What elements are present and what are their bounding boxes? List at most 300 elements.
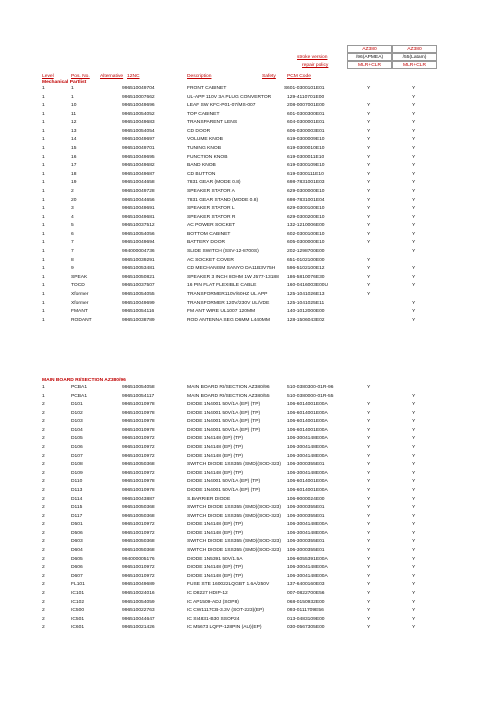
cell-description: SPEAKER 3 INCH 8OHM 1W J577-13188	[187, 274, 279, 280]
table-row	[0, 258, 497, 264]
cell-part-no: 996510038789	[122, 317, 155, 323]
cell-level: 2	[42, 608, 45, 614]
cell-level: 1	[42, 266, 45, 272]
cell-description: SPEAKER STATOR A	[187, 188, 235, 194]
cell-pcm-code: 604-0300001E01	[287, 120, 325, 126]
cell-level: 2	[42, 402, 45, 408]
cell-model-2: Y	[412, 249, 416, 255]
cell-description: DIODE 1N4148 (EP) (TP)	[187, 530, 243, 536]
table-row	[0, 137, 497, 143]
cell-model-1: Y	[367, 608, 371, 614]
cell-pcm-code: 106-3000355E01	[287, 539, 325, 545]
cell-pcm-code: 140-1012000E00	[287, 309, 325, 315]
cell-model-1: Y	[367, 188, 371, 194]
cell-part-no: 994000004736	[122, 249, 155, 255]
cell-model-1: Y	[367, 522, 371, 528]
cell-pcm-code: 651-0102100E00	[287, 257, 325, 263]
cell-description: DIODE 1N5391 50V/1.5A	[187, 556, 243, 562]
cell-model-1: Y	[367, 240, 371, 246]
cell-model-2: Y	[412, 128, 416, 134]
cell-pos-no: 5	[71, 223, 74, 229]
cell-part-no: 996510010972	[122, 573, 155, 579]
cell-model-1: Y	[367, 266, 371, 272]
cell-pos-no: 11	[71, 111, 77, 117]
cell-level: 2	[42, 410, 45, 416]
cell-description: BATTERY DOOR	[187, 240, 226, 246]
cell-level: 2	[42, 470, 45, 476]
cell-pcm-code: 106-3004148E00A	[287, 470, 328, 476]
cell-pcm-code: 629-0300200E10	[287, 214, 325, 220]
cell-pos-no: 6	[71, 231, 74, 237]
cell-level: 2	[42, 582, 45, 588]
cell-part-no: 996510049682	[122, 163, 155, 169]
cell-level: 1	[42, 214, 45, 220]
cell-model-1: Y	[367, 180, 371, 186]
cell-pos-no: D117	[71, 513, 83, 519]
cell-level: 2	[42, 462, 45, 468]
stroke-1-cell: /96(APMEA)	[347, 53, 392, 61]
table-row	[0, 505, 497, 511]
cell-pos-no: D105	[71, 436, 83, 442]
cell-part-no: 996510037512	[122, 223, 155, 229]
cell-model-1: Y	[367, 419, 371, 425]
cell-pos-no: D104	[71, 427, 83, 433]
cell-description: FUNCTION KNOB	[187, 154, 228, 160]
cell-description: FRONT CABINET	[187, 86, 227, 91]
cell-model-2: Y	[412, 309, 416, 315]
cell-part-no: 996510054116	[122, 309, 155, 315]
cell-model-1: Y	[367, 214, 371, 220]
cell-pcm-code: 106-6014001E00A	[287, 402, 328, 408]
cell-model-1: Y	[367, 402, 371, 408]
cell-pcm-code: 629-0300100E10	[287, 206, 325, 212]
cell-pos-no: 9	[71, 266, 74, 272]
cell-level: 1	[42, 291, 45, 297]
cell-pos-no: D107	[71, 453, 83, 459]
cell-pos-no: IC102	[71, 599, 85, 605]
cell-description: IC AP1509-ADJ (SOP8)	[187, 599, 239, 605]
cell-description: BOTTOM CABINET	[187, 231, 231, 237]
cell-description: DIODE 1N4001 50V/1A (EP) (TP)	[187, 479, 261, 485]
cell-part-no: 996510007662	[122, 94, 155, 100]
cell-pos-no: 18	[71, 171, 77, 177]
cell-description: UL-APP 110V 3A PLUG CONVERTOR	[187, 94, 272, 100]
cell-model-2: Y	[412, 163, 416, 169]
cell-pcm-code: 619-0300009E10	[287, 137, 325, 143]
cell-pcm-code: 106-9000024E00	[287, 496, 325, 502]
cell-part-no: 996510050821	[122, 274, 155, 280]
table-row	[0, 462, 497, 468]
cell-model-1: Y	[367, 462, 371, 468]
cell-level: 2	[42, 599, 45, 605]
cell-description: VOLUME KNOB	[187, 137, 223, 143]
repair-policy-label: repair policy	[302, 63, 329, 68]
cell-model-1: Y	[367, 496, 371, 502]
cell-pos-no: FL101	[71, 582, 85, 588]
cell-model-2: Y	[412, 393, 416, 399]
col-header-level: Level	[42, 74, 54, 79]
table-row	[0, 198, 497, 204]
cell-description: CD DOOR	[187, 128, 211, 134]
table-row	[0, 394, 497, 400]
cell-model-2: Y	[412, 599, 416, 605]
table-row	[0, 617, 497, 623]
cell-pcm-code: 106-3000355E01	[287, 513, 325, 519]
cell-pcm-code: 106-3004148E00A	[287, 530, 328, 536]
cell-model-2: Y	[412, 436, 416, 442]
cell-model-1: Y	[367, 436, 371, 442]
cell-description: IC CW1117CB-3.3V (SOT-223)(EP)	[187, 608, 265, 614]
cell-description: DIODE 1N4148 (EP) (TP)	[187, 436, 243, 442]
cell-part-no: 996510049691	[122, 206, 155, 212]
cell-model-2: Y	[412, 487, 416, 493]
cell-pos-no: D102	[71, 410, 83, 416]
cell-model-1: Y	[367, 539, 371, 545]
cell-level: 2	[42, 548, 45, 554]
cell-model-1: Y	[367, 599, 371, 605]
cell-model-2: Y	[412, 556, 416, 562]
cell-model-2: Y	[412, 103, 416, 109]
cell-level: 1	[42, 206, 45, 212]
cell-description: SPEAKER STATOR L	[187, 206, 235, 212]
cell-pcm-code: 125-1041025E11	[287, 300, 325, 306]
table-row	[0, 548, 497, 554]
cell-level: 1	[42, 163, 45, 169]
cell-model-2: Y	[412, 496, 416, 502]
cell-level: 1	[42, 257, 45, 263]
cell-part-no: 996510050368	[122, 548, 155, 554]
cell-part-no: 996510010972	[122, 470, 155, 476]
cell-pos-no: 8	[71, 257, 74, 263]
cell-pos-no: 19	[71, 180, 77, 186]
col-header-pos-no: Pos. No.	[71, 74, 90, 79]
cell-part-no: 996510049728	[122, 188, 155, 194]
cell-model-2: Y	[412, 146, 416, 152]
cell-model-2: Y	[412, 616, 416, 622]
cell-pos-no: Xformer	[71, 300, 89, 306]
cell-level: 1	[42, 94, 45, 100]
cell-pos-no: D506	[71, 530, 83, 536]
cell-model-1: Y	[367, 206, 371, 212]
cell-level: 1	[42, 283, 45, 289]
cell-pos-no: 1	[71, 94, 74, 100]
cell-part-no: 996510050368	[122, 462, 155, 468]
cell-model-2: Y	[412, 94, 416, 100]
cell-part-no: 996510010978	[122, 419, 155, 425]
table-row	[0, 514, 497, 520]
cell-pcm-code: 106-6014001E00A	[287, 419, 328, 425]
cell-pcm-code: 125-1041026E13	[287, 291, 325, 297]
cell-level: 1	[42, 86, 45, 91]
cell-level: 2	[42, 573, 45, 579]
cell-model-2: Y	[412, 419, 416, 425]
cell-pcm-code: 510-0380000-01R-55	[287, 393, 334, 399]
cell-description: SWITCH DIODE 1SS355 (SMD)(SOD-323)	[187, 513, 282, 519]
cell-description: DIODE 1N4148 (EP) (TP)	[187, 470, 243, 476]
cell-level: 2	[42, 427, 45, 433]
cell-pos-no: 10	[71, 103, 77, 109]
cell-model-1: Y	[367, 513, 371, 519]
table-row	[0, 172, 497, 178]
section-title: Mechanical Partlist	[42, 80, 87, 85]
table-row	[0, 479, 497, 485]
cell-model-2: Y	[412, 171, 416, 177]
cell-level: 1	[42, 317, 45, 323]
cell-pos-no: D110	[71, 479, 83, 485]
cell-part-no: 996510049696	[122, 103, 155, 109]
cell-level: 2	[42, 522, 45, 528]
cell-model-2: Y	[412, 479, 416, 485]
table-row	[0, 275, 497, 281]
cell-model-2: Y	[412, 513, 416, 519]
cell-description: TRANSFORMER110V/60HZ UL APP	[187, 291, 268, 297]
cell-pos-no: D607	[71, 573, 83, 579]
cell-part-no: 996510049683	[122, 120, 155, 126]
cell-part-no: 996510010978	[122, 487, 155, 493]
cell-model-2: Y	[412, 111, 416, 117]
cell-model-1: Y	[367, 197, 371, 203]
cell-description: IC M5673 LQFP-128PIN (AU)(EP)	[187, 625, 262, 631]
cell-part-no: 996510053481	[122, 266, 155, 272]
cell-pcm-code: 106-3000355E01	[287, 505, 325, 511]
cell-model-2: Y	[412, 539, 416, 545]
cell-level: 1	[42, 120, 45, 126]
table-row	[0, 582, 497, 588]
cell-model-1: Y	[367, 137, 371, 143]
cell-part-no: 996510010978	[122, 402, 155, 408]
cell-model-2: Y	[412, 470, 416, 476]
cell-level: 2	[42, 616, 45, 622]
cell-pcm-code: 106-3000355E01	[287, 462, 325, 468]
cell-pcm-code: 619-0300011E10	[287, 154, 325, 160]
cell-part-no: 996510054059	[122, 599, 155, 605]
cell-description: 7831 GEAR STAND (MODE 0.8)	[187, 197, 259, 203]
cell-pcm-code: 619-0300109E10	[287, 163, 325, 169]
cell-level: 1	[42, 180, 45, 186]
stroke-2-cell: /55(Latam)	[392, 53, 437, 61]
cell-model-1: Y	[367, 223, 371, 229]
cell-pos-no: D109	[71, 470, 83, 476]
cell-pos-no: D604	[71, 548, 83, 554]
table-row	[0, 471, 497, 477]
cell-level: 1	[42, 188, 45, 194]
cell-part-no: 996510049704	[122, 86, 155, 91]
table-row	[0, 95, 497, 101]
cell-level: 2	[42, 487, 45, 493]
cell-level: 1	[42, 309, 45, 315]
cell-pcm-code: 030-0567305E00	[287, 625, 325, 631]
cell-model-1: Y	[367, 530, 371, 536]
cell-part-no: 996510010978	[122, 479, 155, 485]
cell-level: 2	[42, 419, 45, 425]
cell-model-1: Y	[367, 453, 371, 459]
cell-model-1: Y	[367, 616, 371, 622]
cell-level: 2	[42, 436, 45, 442]
cell-model-2: Y	[412, 120, 416, 126]
cell-model-2: Y	[412, 522, 416, 528]
table-row	[0, 497, 497, 503]
cell-pos-no: D114	[71, 496, 83, 502]
cell-description: FM ANT WIRE UL1007 120MM	[187, 309, 256, 315]
table-row	[0, 163, 497, 169]
cell-part-no: 996510050368	[122, 505, 155, 511]
cell-model-2: Y	[412, 266, 416, 272]
cell-description: DIODE 1N4148 (EP) (TP)	[187, 445, 243, 451]
cell-model-1: Y	[367, 548, 371, 554]
cell-pos-no: D101	[71, 402, 83, 408]
cell-model-1: Y	[367, 291, 371, 297]
col-header-safety: Safety	[262, 74, 276, 79]
cell-model-2: Y	[412, 590, 416, 596]
cell-model-1: Y	[367, 146, 371, 152]
cell-pcm-code: 137-6400160E03	[287, 582, 325, 588]
cell-pos-no: 17	[71, 163, 77, 169]
cell-pos-no: D606	[71, 565, 83, 571]
col-header-alternative: Alternative	[100, 74, 124, 79]
cell-pcm-code: 007-0822700E56	[287, 590, 325, 596]
cell-model-2: Y	[412, 214, 416, 220]
cell-part-no: 996510049697	[122, 137, 155, 143]
table-row	[0, 146, 497, 152]
cell-model-1: Y	[367, 86, 371, 91]
cell-part-no: 996510054056	[122, 231, 155, 237]
cell-part-no: 996510049689	[122, 582, 155, 588]
cell-description: SWITCH DIODE 1SS355 (SMD)(SOD-323)	[187, 505, 282, 511]
cell-level: 2	[42, 479, 45, 485]
cell-level: 1	[42, 393, 45, 399]
cell-model-1: Y	[367, 427, 371, 433]
cell-description: AC SOCKET COVER	[187, 257, 234, 263]
cell-pos-no: 3	[71, 206, 74, 212]
cell-level: 1	[42, 249, 45, 255]
table-row	[0, 215, 497, 221]
cell-level: 1	[42, 240, 45, 246]
cell-pos-no: SPEAK	[71, 274, 88, 280]
cell-pcm-code: 106-6055391E00A	[287, 556, 328, 562]
cell-level: 1	[42, 137, 45, 143]
cell-model-2: Y	[412, 530, 416, 536]
cell-description: DIODE 1N4001 50V/1A (EP) (TP)	[187, 419, 261, 425]
cell-description: 16 PIN FLAT FLEXIBLE CABLE	[187, 283, 257, 289]
cell-pcm-code: 202-1298700E00	[287, 249, 325, 255]
table-row	[0, 445, 497, 451]
cell-description: DIODE 1N4148 (EP) (TP)	[187, 565, 243, 571]
cell-part-no: 996510054052	[122, 111, 155, 117]
cell-pos-no: IC501	[71, 616, 85, 622]
cell-model-2: Y	[412, 317, 416, 323]
cell-description: TOP CABINET	[187, 111, 220, 117]
cell-part-no: 996510022763	[122, 608, 155, 614]
cell-model-1: Y	[367, 565, 371, 571]
cell-pcm-code: 698-7831001E04	[287, 197, 325, 203]
cell-pos-no: 7	[71, 249, 74, 255]
cell-pcm-code: 106-6014001E00A	[287, 487, 328, 493]
cell-part-no: 996510054054	[122, 128, 155, 134]
cell-model-2: Y	[412, 137, 416, 143]
table-row	[0, 155, 497, 161]
cell-model-2: Y	[412, 505, 416, 511]
cell-model-1: Y	[367, 163, 371, 169]
cell-level: 2	[42, 445, 45, 451]
cell-model-1: Y	[367, 573, 371, 579]
cell-model-1: Y	[367, 625, 371, 631]
cell-model-2: Y	[412, 402, 416, 408]
table-row	[0, 266, 497, 272]
cell-pcm-code: 106-3004148E00A	[287, 522, 328, 528]
cell-model-1: Y	[367, 505, 371, 511]
cell-model-1: Y	[367, 274, 371, 280]
cell-model-1: Y	[367, 171, 371, 177]
cell-model-2: Y	[412, 625, 416, 631]
table-row	[0, 419, 497, 425]
cell-part-no: 996510050368	[122, 539, 155, 545]
cell-pcm-code: 106-3004148E00A	[287, 565, 328, 571]
cell-model-1: Y	[367, 128, 371, 134]
cell-level: 1	[42, 154, 45, 160]
cell-pos-no: IC601	[71, 625, 85, 631]
cell-level: 2	[42, 496, 45, 502]
cell-pos-no: 2	[71, 188, 74, 194]
model-1-cell: AZ380	[347, 45, 392, 53]
cell-pos-no: D103	[71, 419, 83, 425]
stroke-version-label: stroke version	[297, 55, 328, 60]
cell-pos-no: IC500	[71, 608, 85, 614]
cell-description: CD MECHANISM SANYO DA11B3V75H	[187, 266, 276, 272]
cell-part-no: 996510049701	[122, 146, 155, 152]
col-header-description: Description	[187, 74, 212, 79]
cell-pcm-code: 068-0150932E00	[287, 599, 325, 605]
cell-pcm-code: 619-0300010E10	[287, 146, 325, 152]
cell-pos-no: PCBA1	[71, 393, 88, 399]
table-row	[0, 411, 497, 417]
cell-description: SLIDE SWITCH (SSV-12-8700S)	[187, 249, 259, 255]
cell-pos-no: FMANT	[71, 309, 88, 315]
cell-level: 2	[42, 453, 45, 459]
cell-part-no: 996510010972	[122, 565, 155, 571]
cell-pos-no: TOCD	[71, 283, 85, 289]
cell-model-2: Y	[412, 231, 416, 237]
cell-part-no: 996510010972	[122, 436, 155, 442]
cell-level: 2	[42, 590, 45, 596]
col-header-pcm-code: PCM Code	[287, 74, 311, 79]
cell-description: 7831 GEAR (MODE 0.8)	[187, 180, 241, 186]
cell-pos-no: 13	[71, 128, 77, 134]
cell-pcm-code: 093-0111709E56	[287, 608, 324, 614]
cell-pos-no: RODANT	[71, 317, 92, 323]
cell-description: CD BUTTON	[187, 171, 216, 177]
cell-part-no: 996510049681	[122, 214, 155, 220]
cell-pos-no: 16	[71, 154, 77, 160]
table-row	[0, 557, 497, 563]
cell-description: S.BARRIER DIODE	[187, 496, 231, 502]
table-row	[0, 309, 497, 315]
cell-description: LEAF SW KFC-P01-07/MS-007	[187, 103, 256, 109]
cell-model-2: Y	[412, 180, 416, 186]
table-row	[0, 539, 497, 545]
cell-level: 2	[42, 556, 45, 562]
cell-pcm-code: 629-0300000E10	[287, 188, 325, 194]
table-row	[0, 240, 497, 246]
cell-model-2: Y	[412, 548, 416, 554]
cell-description: DIODE 1N4148 (EP) (TP)	[187, 573, 243, 579]
cell-model-1: Y	[367, 582, 371, 588]
cell-part-no: 996510044658	[122, 180, 155, 186]
cell-pcm-code: 132-1210006E00	[287, 223, 325, 229]
cell-description: SPEAKER STATOR R	[187, 214, 236, 220]
table-row	[0, 120, 497, 126]
cell-part-no: 996510021426	[122, 625, 155, 631]
cell-pcm-code: 208-0007001E00	[287, 103, 325, 109]
